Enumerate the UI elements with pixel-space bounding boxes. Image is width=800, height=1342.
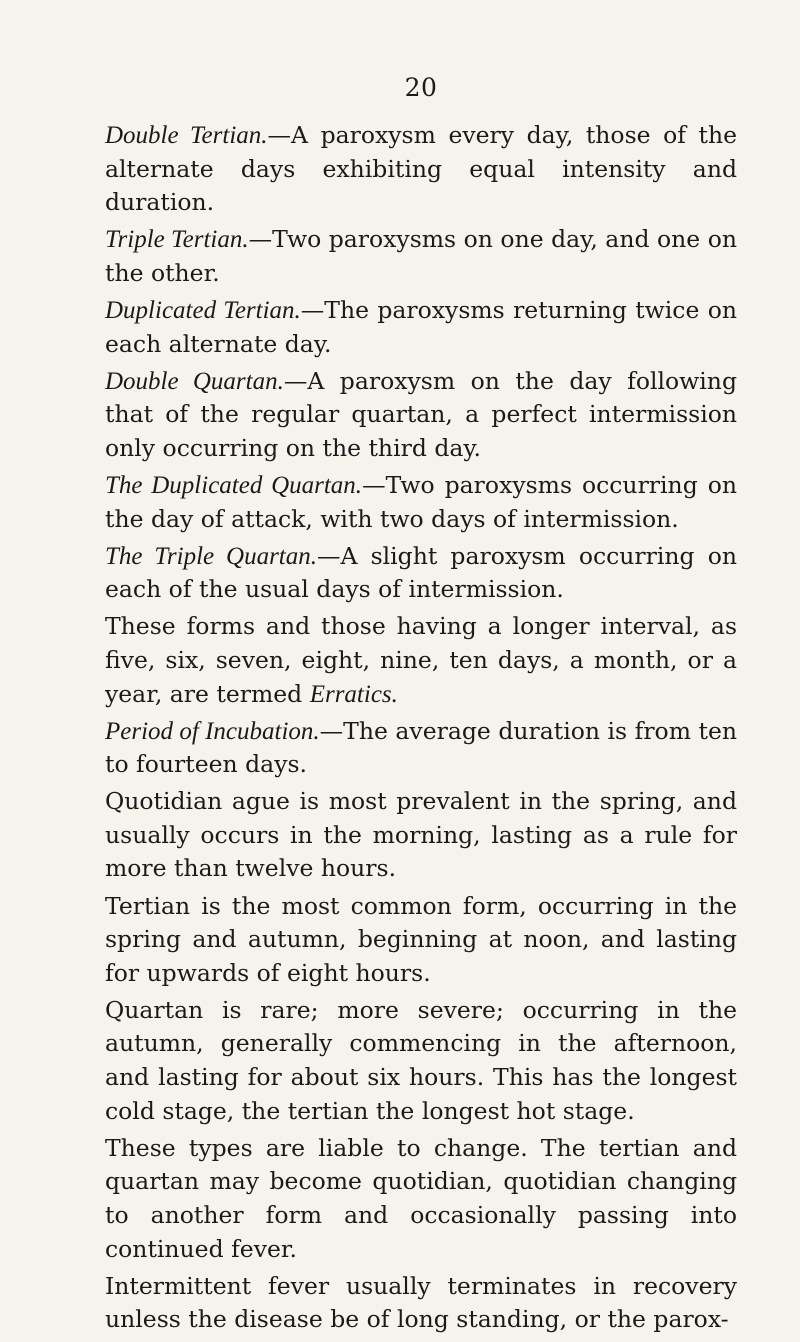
- paragraph-text: Quotidian ague is most prevalent in the spring, and usually occurs in the morning, lasting as a rule for more than twelve hours.: [105, 787, 737, 883]
- page-number: 20: [404, 73, 438, 102]
- paragraph-text: —The paroxysms returning twice on each alternate day.: [105, 295, 737, 358]
- paragraph-text: Quartan is rare; more severe; occurring in the autumn, generally commencing in the afternoon, and lasting for about six hours. This has the longest cold stage, the tertian the longest hot stage.: [105, 995, 737, 1125]
- paragraph-text: —A paroxysm on the day following that of the regular quartan, a perfect intermission only occurring on the third day.: [105, 366, 737, 462]
- paragraph-double-quartan: [105, 365, 737, 466]
- paragraph-triple-tertian: [105, 223, 737, 290]
- paragraph-quartan: [105, 994, 737, 1128]
- term-heading: The Triple Quartan.: [105, 542, 317, 570]
- term-heading: Erratics.: [309, 680, 398, 708]
- term-heading: Double Quartan.: [105, 367, 284, 395]
- term-heading: Triple Tertian.: [105, 226, 249, 254]
- paragraph-text: These types are liable to change. The tertian and quartan may become quotidian, quotidian changing to another form and occasionally passing into continued fever.: [105, 1133, 737, 1263]
- paragraph-text: —Two paroxysms on one day, and one on the other.: [105, 225, 737, 287]
- paragraph-text: —The average duration is from ten to fourteen days.: [105, 716, 737, 779]
- paragraph-text: Tertian is the most common form, occurring in the spring and autumn, beginning at noon, and lasting for upwards of eight hours.: [105, 891, 737, 987]
- body-text: [105, 119, 737, 1340]
- paragraph-double-tertian: [105, 119, 737, 220]
- term-heading: The Duplicated Quartan.: [105, 471, 363, 499]
- paragraph-duplicated-quartan: [105, 469, 737, 536]
- term-heading: Period of Incubation.: [105, 717, 320, 745]
- paragraph-duplicated-tertian: [105, 294, 737, 361]
- paragraph-text: Intermittent fever usually terminates in recovery unless the disease be of long standing, or the parox-: [105, 1271, 737, 1334]
- paragraph-types-change: [105, 1132, 737, 1266]
- paragraph-quotidian: [105, 785, 737, 886]
- paragraph-erratics: [105, 610, 737, 711]
- paragraph-tertian: [105, 890, 737, 991]
- term-heading: Duplicated Tertian.: [105, 296, 301, 324]
- term-heading: Double Tertian.: [105, 122, 268, 149]
- paragraph-text: These forms and those having a longer interval, as five, six, seven, eight, nine, ten days, a month, or a year, are termed: [105, 612, 737, 708]
- paragraph-triple-quartan: [105, 540, 737, 607]
- paragraph-incubation: [105, 715, 737, 782]
- paragraph-termination: [105, 1270, 737, 1337]
- paragraph-text: —A paroxysm every day, those of the alternate days exhibiting equal intensity and duration.: [105, 121, 738, 217]
- paragraph-text: —Two paroxysms occurring on the day of attack, with two days of intermission.: [105, 470, 737, 533]
- paragraph-text: —A slight paroxysm occurring on each of the usual days of intermission.: [105, 541, 737, 604]
